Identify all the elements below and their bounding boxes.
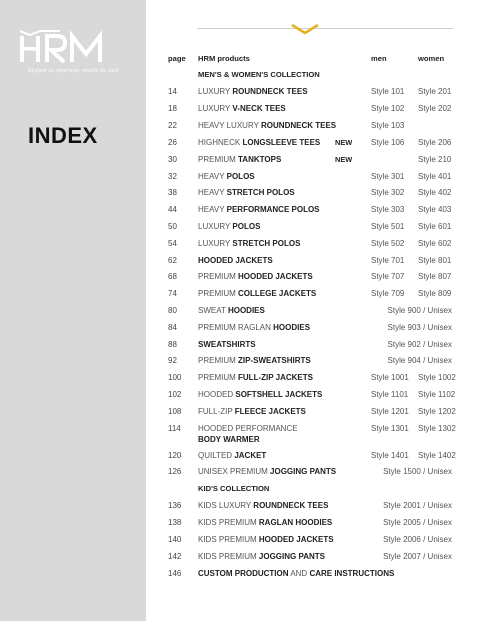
women-style: Style 1302 <box>418 424 456 433</box>
product-prefix: QUILTED <box>198 451 233 460</box>
table-row <box>0 239 480 253</box>
section-heading <box>0 484 480 498</box>
unisex-style: Style 902 / Unisex <box>387 340 452 349</box>
product-name <box>198 373 313 382</box>
product-type: V-NECK TEES <box>232 104 286 113</box>
table-row <box>0 518 480 532</box>
product-name <box>198 451 266 460</box>
product-name <box>198 323 310 332</box>
product-prefix: PREMIUM <box>198 289 236 298</box>
product-prefix: HEAVY LUXURY <box>198 121 259 130</box>
product-type: LONGSLEEVE TEES <box>242 138 321 147</box>
unisex-style: Style 1500 / Unisex <box>383 467 452 476</box>
women-style: Style 401 <box>418 172 452 181</box>
women-style: Style 602 <box>418 239 452 248</box>
product-type: ROUNDNECK TEES <box>253 501 329 510</box>
product-type: ROUNDNECK TEES <box>232 87 308 96</box>
page-number: 136 <box>168 501 182 510</box>
men-style: Style 103 <box>371 121 405 130</box>
product-name <box>198 239 300 248</box>
men-style: Style 1001 <box>371 373 409 382</box>
product-type: STRETCH POLOS <box>226 188 295 197</box>
product-prefix: KIDS PREMIUM <box>198 552 257 561</box>
page-number: 74 <box>168 289 177 298</box>
table-row <box>0 323 480 337</box>
product-prefix: HIGHNECK <box>198 138 241 147</box>
product-prefix: PREMIUM <box>198 356 236 365</box>
page-number: 50 <box>168 222 177 231</box>
product-name <box>198 569 394 578</box>
men-style: Style 106 <box>371 138 405 147</box>
product-type: ZIP-SWEATSHIRTS <box>238 356 311 365</box>
table-row <box>0 289 480 303</box>
product-type-line2: BODY WARMER <box>198 435 260 444</box>
table-row <box>0 501 480 515</box>
table-row <box>0 424 480 444</box>
women-style: Style 801 <box>418 256 452 265</box>
women-style: Style 807 <box>418 272 452 281</box>
chevron-down-icon <box>290 22 320 36</box>
page-number: 44 <box>168 205 177 214</box>
page-number: 126 <box>168 467 182 476</box>
page-title: INDEX <box>28 123 98 148</box>
page-number: 142 <box>168 552 182 561</box>
product-prefix: HOODED PERFORMANCE <box>198 424 298 433</box>
table-row <box>0 121 480 135</box>
product-type: POLOS <box>226 172 255 181</box>
men-style: Style 502 <box>371 239 405 248</box>
product-name <box>198 467 336 476</box>
table-row <box>0 272 480 286</box>
product-type: RAGLAN HOODIES <box>258 518 333 527</box>
brand-tagline: Styled to impress, made to last <box>28 68 119 74</box>
product-type: SOFTSHELL JACKETS <box>235 390 323 399</box>
table-row <box>0 188 480 202</box>
product-name <box>198 104 286 113</box>
women-style: Style 601 <box>418 222 452 231</box>
product-type: HOODED JACKETS <box>198 256 273 265</box>
page-number: 26 <box>168 138 177 147</box>
table-row <box>0 407 480 421</box>
product-name <box>198 407 306 416</box>
men-style: Style 1201 <box>371 407 409 416</box>
men-style: Style 701 <box>371 256 405 265</box>
page-number: 32 <box>168 172 177 181</box>
product-name <box>198 535 334 544</box>
product-type: COLLEGE JACKETS <box>238 289 317 298</box>
product-name <box>198 340 256 349</box>
product-name <box>198 172 255 181</box>
section-title: KID'S COLLECTION <box>198 484 270 493</box>
product-prefix: KIDS LUXURY <box>198 501 252 510</box>
product-prefix: PREMIUM RAGLAN <box>198 323 271 332</box>
product-name <box>198 205 320 214</box>
table-row <box>0 155 480 169</box>
product-type: JOGGING PANTS <box>270 467 337 476</box>
page-number: 14 <box>168 87 177 96</box>
men-style: Style 301 <box>371 172 405 181</box>
product-prefix: HEAVY <box>198 188 225 197</box>
table-row <box>0 552 480 566</box>
product-type: HOODIES <box>273 323 311 332</box>
product-type: FLEECE JACKETS <box>234 407 306 416</box>
men-style: Style 709 <box>371 289 405 298</box>
table-row <box>0 451 480 465</box>
page-number: 140 <box>168 535 182 544</box>
women-style: Style 403 <box>418 205 452 214</box>
product-name <box>198 87 308 96</box>
product-type-2: CARE INSTRUCTIONS <box>309 569 395 578</box>
product-name <box>198 272 313 281</box>
product-type: STRETCH POLOS <box>232 239 301 248</box>
product-prefix: LUXURY <box>198 222 231 231</box>
table-row <box>0 569 480 583</box>
product-type: SWEATSHIRTS <box>198 340 256 349</box>
table-row <box>0 205 480 219</box>
table-row <box>0 467 480 481</box>
page-number: 62 <box>168 256 177 265</box>
unisex-style: Style 900 / Unisex <box>387 306 452 315</box>
product-type: CUSTOM PRODUCTION <box>198 569 289 578</box>
product-type: JOGGING PANTS <box>258 552 325 561</box>
page-number: 138 <box>168 518 182 527</box>
women-style: Style 1102 <box>418 390 456 399</box>
product-prefix: PREMIUM <box>198 272 236 281</box>
page-number: 80 <box>168 306 177 315</box>
page-number: 68 <box>168 272 177 281</box>
men-style: Style 101 <box>371 87 405 96</box>
section-title: MEN'S & WOMEN'S COLLECTION <box>198 70 320 79</box>
product-type: HOODED JACKETS <box>238 272 313 281</box>
product-name <box>198 138 320 147</box>
table-row <box>0 306 480 320</box>
product-prefix: HEAVY <box>198 205 225 214</box>
product-prefix: PREMIUM <box>198 155 236 164</box>
col-header-men: men <box>371 54 387 63</box>
product-name <box>198 289 316 298</box>
product-prefix: KIDS PREMIUM <box>198 535 257 544</box>
product-name <box>198 518 332 527</box>
product-prefix: HEAVY <box>198 172 225 181</box>
women-style: Style 201 <box>418 87 452 96</box>
table-row <box>0 356 480 370</box>
page-number: 92 <box>168 356 177 365</box>
col-header-women: women <box>418 54 445 63</box>
product-name <box>198 222 260 231</box>
page-number: 84 <box>168 323 177 332</box>
product-type: HOODED JACKETS <box>258 535 334 544</box>
women-style: Style 206 <box>418 138 452 147</box>
product-type: POLOS <box>232 222 261 231</box>
unisex-style: Style 903 / Unisex <box>387 323 452 332</box>
table-row <box>0 390 480 404</box>
unisex-style: Style 2005 / Unisex <box>383 518 452 527</box>
women-style: Style 1002 <box>418 373 456 382</box>
product-type: TANKTOPS <box>238 155 282 164</box>
men-style: Style 1101 <box>371 390 409 399</box>
product-name <box>198 121 336 130</box>
page-number: 146 <box>168 569 182 578</box>
women-style: Style 402 <box>418 188 452 197</box>
page-number: 102 <box>168 390 182 399</box>
product-prefix: KIDS PREMIUM <box>198 518 257 527</box>
product-type: ROUNDNECK TEES <box>261 121 337 130</box>
men-style: Style 302 <box>371 188 405 197</box>
table-row <box>0 256 480 270</box>
page-number: 88 <box>168 340 177 349</box>
col-header-page: page <box>168 54 186 63</box>
product-name <box>198 356 311 365</box>
product-prefix: FULL-ZIP <box>198 407 233 416</box>
new-badge: NEW <box>335 155 353 164</box>
unisex-style: Style 2006 / Unisex <box>383 535 452 544</box>
women-style: Style 1402 <box>418 451 456 460</box>
product-type: HOODIES <box>227 306 265 315</box>
unisex-style: Style 2007 / Unisex <box>383 552 452 561</box>
product-type: PERFORMANCE POLOS <box>226 205 320 214</box>
table-row <box>0 535 480 549</box>
men-style: Style 707 <box>371 272 405 281</box>
new-badge: NEW <box>335 138 353 147</box>
table-row <box>0 172 480 186</box>
page-number: 18 <box>168 104 177 113</box>
page-number: 100 <box>168 373 182 382</box>
product-name <box>198 256 273 265</box>
product-name <box>198 424 298 444</box>
col-header-products: HRM products <box>198 54 250 63</box>
product-type: FULL-ZIP JACKETS <box>238 373 313 382</box>
product-name <box>198 306 265 315</box>
men-style: Style 102 <box>371 104 405 113</box>
product-name <box>198 552 325 561</box>
product-type: JACKET <box>234 451 267 460</box>
page-number: 38 <box>168 188 177 197</box>
table-row <box>0 138 480 152</box>
page-number: 22 <box>168 121 177 130</box>
product-prefix: LUXURY <box>198 104 231 113</box>
unisex-style: Style 2001 / Unisex <box>383 501 452 510</box>
product-prefix: HOODED <box>198 390 234 399</box>
product-prefix: UNISEX PREMIUM <box>198 467 268 476</box>
page-number: 30 <box>168 155 177 164</box>
table-row <box>0 104 480 118</box>
product-joiner: AND <box>290 569 308 578</box>
page-number: 54 <box>168 239 177 248</box>
product-prefix: LUXURY <box>198 239 231 248</box>
women-style: Style 809 <box>418 289 452 298</box>
product-name <box>198 390 322 399</box>
women-style: Style 210 <box>418 155 452 164</box>
table-row <box>0 373 480 387</box>
men-style: Style 1301 <box>371 424 409 433</box>
product-name <box>198 188 295 197</box>
men-style: Style 1401 <box>371 451 409 460</box>
women-style: Style 202 <box>418 104 452 113</box>
unisex-style: Style 904 / Unisex <box>387 356 452 365</box>
section-heading <box>0 70 480 84</box>
table-row <box>0 222 480 236</box>
men-style: Style 501 <box>371 222 405 231</box>
product-name <box>198 501 328 510</box>
table-row <box>0 87 480 101</box>
page-number: 114 <box>168 424 181 433</box>
women-style: Style 1202 <box>418 407 456 416</box>
table-row <box>0 340 480 354</box>
men-style: Style 303 <box>371 205 405 214</box>
page-number: 120 <box>168 451 182 460</box>
product-prefix: SWEAT <box>198 306 226 315</box>
product-prefix: LUXURY <box>198 87 231 96</box>
page-number: 108 <box>168 407 182 416</box>
product-prefix: PREMIUM <box>198 373 236 382</box>
product-name <box>198 155 281 164</box>
top-divider <box>197 28 453 29</box>
